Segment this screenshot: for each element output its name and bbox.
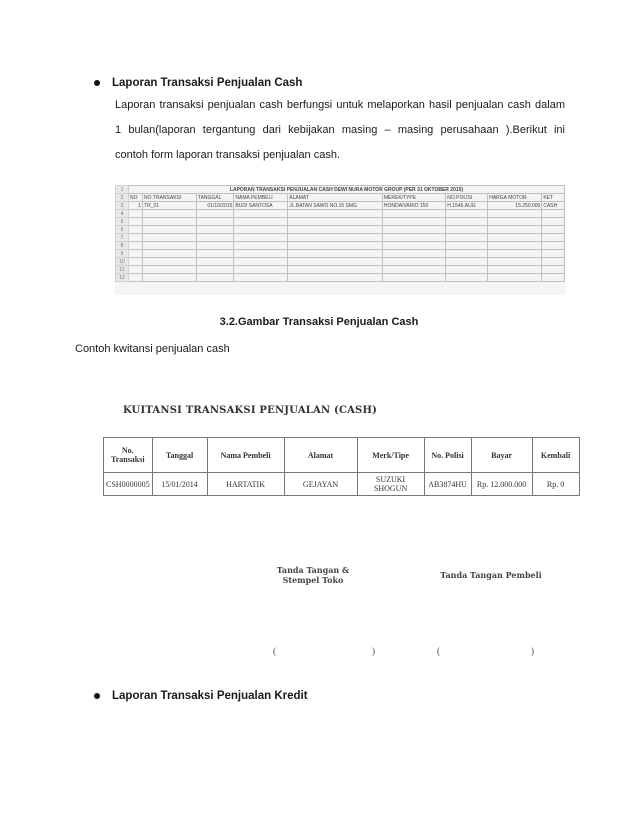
sheet-header: NO bbox=[129, 194, 143, 202]
receipt-header: Alamat bbox=[284, 438, 357, 473]
receipt-header: Nama Pembeli bbox=[207, 438, 284, 473]
receipt-cell: Rp. 12.000.000 bbox=[471, 473, 532, 496]
paren-open-store: ( bbox=[273, 646, 276, 656]
sheet-cell: CASH bbox=[542, 202, 565, 210]
sheet-header: HARGA MOTOR bbox=[488, 194, 542, 202]
row-number: 10 bbox=[116, 258, 129, 266]
row-number: 2 bbox=[116, 194, 129, 202]
receipt-title: KUITANSI TRANSAKSI PENJUALAN (CASH) bbox=[123, 405, 378, 416]
receipt-cell: GEJAYAN bbox=[284, 473, 357, 496]
spreadsheet-table bbox=[115, 185, 565, 282]
bullet-item-kredit bbox=[94, 690, 308, 702]
receipt-cell: SUZUKI SHOGUN bbox=[357, 473, 424, 496]
sheet-cell: H.1546.AUG bbox=[446, 202, 488, 210]
intro-text: Contoh kwitansi penjualan cash bbox=[75, 343, 230, 355]
receipt-cell: HARTATIK bbox=[207, 473, 284, 496]
sheet-title: LAPORAN TRANSAKSI PENJUALAN CASH DEWI NURA MOTOR GROUP (PER 31 OKTOBER 2015) bbox=[129, 186, 565, 194]
section-title-cash: Laporan Transaksi Penjualan Cash bbox=[112, 77, 303, 89]
spreadsheet-image bbox=[115, 185, 565, 295]
sheet-cell: 15.250.000 bbox=[488, 202, 542, 210]
bullet-icon bbox=[94, 80, 100, 86]
sheet-header: NAMA PEMBELI bbox=[234, 194, 288, 202]
receipt-header: No. Polisi bbox=[424, 438, 471, 473]
sheet-cell: JL.BATAN SAWO NO.15 SMG bbox=[288, 202, 383, 210]
receipt-table bbox=[103, 437, 580, 496]
signature-label-buyer: Tanda Tangan Pembeli bbox=[440, 570, 542, 580]
receipt-cell: Rp. 0 bbox=[532, 473, 579, 496]
table-row bbox=[104, 473, 580, 496]
sheet-cell: TR_01 bbox=[143, 202, 197, 210]
row-number: 7 bbox=[116, 234, 129, 242]
sheet-header: NO.POLISI bbox=[446, 194, 488, 202]
row-number: 12 bbox=[116, 274, 129, 282]
row-number: 3 bbox=[116, 202, 129, 210]
paragraph-line: 1 bulan(laporan tergantung dari kebijakan masing – masing perusahaan ).Berikut ini bbox=[115, 124, 565, 136]
paragraph-line: contoh form laporan transaksi penjualan cash. bbox=[115, 149, 341, 161]
signature-label-store: Tanda Tangan & Stempel Toko bbox=[276, 565, 350, 585]
row-number: 8 bbox=[116, 242, 129, 250]
paragraph-cash bbox=[115, 93, 565, 168]
sheet-header: KET bbox=[542, 194, 565, 202]
sheet-header: NO.TRANSAKSI bbox=[143, 194, 197, 202]
receipt-cell: CSH0000005 bbox=[104, 473, 153, 496]
bullet-item-cash bbox=[94, 77, 302, 89]
row-number: 5 bbox=[116, 218, 129, 226]
bullet-icon bbox=[94, 693, 100, 699]
sheet-header: TANGGAL bbox=[196, 194, 234, 202]
sheet-header: MEREK/TYPE bbox=[382, 194, 445, 202]
row-number: 1 bbox=[116, 186, 129, 194]
receipt-header: Tanggal bbox=[152, 438, 207, 473]
row-number: 9 bbox=[116, 250, 129, 258]
receipt-header: Merk/Tipe bbox=[357, 438, 424, 473]
sheet-cell: 01/10/2015 bbox=[196, 202, 234, 210]
sheet-cell: HONDA/VARIO 150 bbox=[382, 202, 445, 210]
sheet-header: ALAMAT bbox=[288, 194, 383, 202]
sheet-cell: 1 bbox=[129, 202, 143, 210]
paren-close-store: ) bbox=[372, 646, 375, 656]
row-number: 11 bbox=[116, 266, 129, 274]
receipt-header: Kembali bbox=[532, 438, 579, 473]
section-title-kredit: Laporan Transaksi Penjualan Kredit bbox=[112, 690, 308, 702]
receipt-header: Bayar bbox=[471, 438, 532, 473]
sheet-cell: BUDI SANTOSA bbox=[234, 202, 288, 210]
receipt-cell: AB3874HU bbox=[424, 473, 471, 496]
paren-close-buyer: ) bbox=[531, 646, 534, 656]
row-number: 4 bbox=[116, 210, 129, 218]
row-number: 6 bbox=[116, 226, 129, 234]
receipt-header: No. Transaksi bbox=[104, 438, 153, 473]
paragraph-line: Laporan transaksi penjualan cash berfungsi untuk melaporkan hasil penjualan cash dalam bbox=[115, 99, 565, 111]
paren-open-buyer: ( bbox=[437, 646, 440, 656]
figure-caption: 3.2.Gambar Transaksi Penjualan Cash bbox=[219, 316, 419, 328]
receipt-cell: 15/01/2014 bbox=[152, 473, 207, 496]
